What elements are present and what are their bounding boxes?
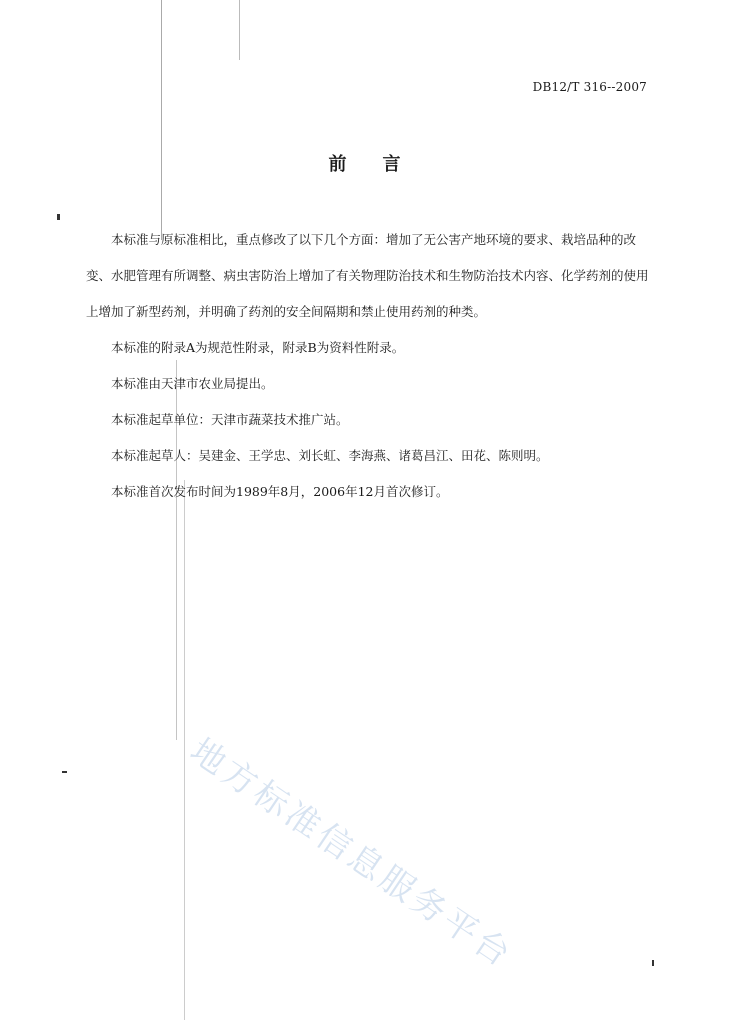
paragraph-release-history: 本标准首次发布时间为1989年8月，2006年12月首次修订。	[111, 484, 449, 499]
page-title: 前言	[328, 154, 437, 175]
paragraph-drafters: 本标准起草人：吴建金、王学忠、刘长虹、李海燕、诸葛昌江、田花、陈则明。	[111, 448, 549, 463]
paragraph-drafting-unit: 本标准起草单位：天津市蔬菜技术推广站。	[111, 412, 349, 427]
scan-artifact-line	[239, 0, 240, 60]
scan-artifact-speck	[62, 771, 67, 773]
paragraph-appendix: 本标准的附录A为规范性附录，附录B为资料性附录。	[111, 340, 405, 355]
scan-artifact-speck	[652, 960, 654, 966]
paragraph-proposer: 本标准由天津市农业局提出。	[111, 376, 274, 391]
foreword-body	[86, 222, 654, 510]
scan-artifact-speck	[57, 214, 60, 220]
paragraph-revisions: 本标准与原标准相比，重点修改了以下几个方面：增加了无公害产地环境的要求、栽培品种的改变、水肥管理有所调整、病虫害防治上增加了有关物理防治技术和生物防治技术内容、化学药剂的使用上增加了新型药剂，并明确了药剂的安全间隔期和禁止使用药剂的种类。	[86, 232, 649, 319]
watermark-text: 地方标准信息服务平台	[182, 730, 521, 977]
document-code: DB12/T 316--2007	[532, 80, 647, 94]
scan-artifact-line	[184, 480, 185, 1020]
scan-artifact-line	[161, 0, 162, 240]
